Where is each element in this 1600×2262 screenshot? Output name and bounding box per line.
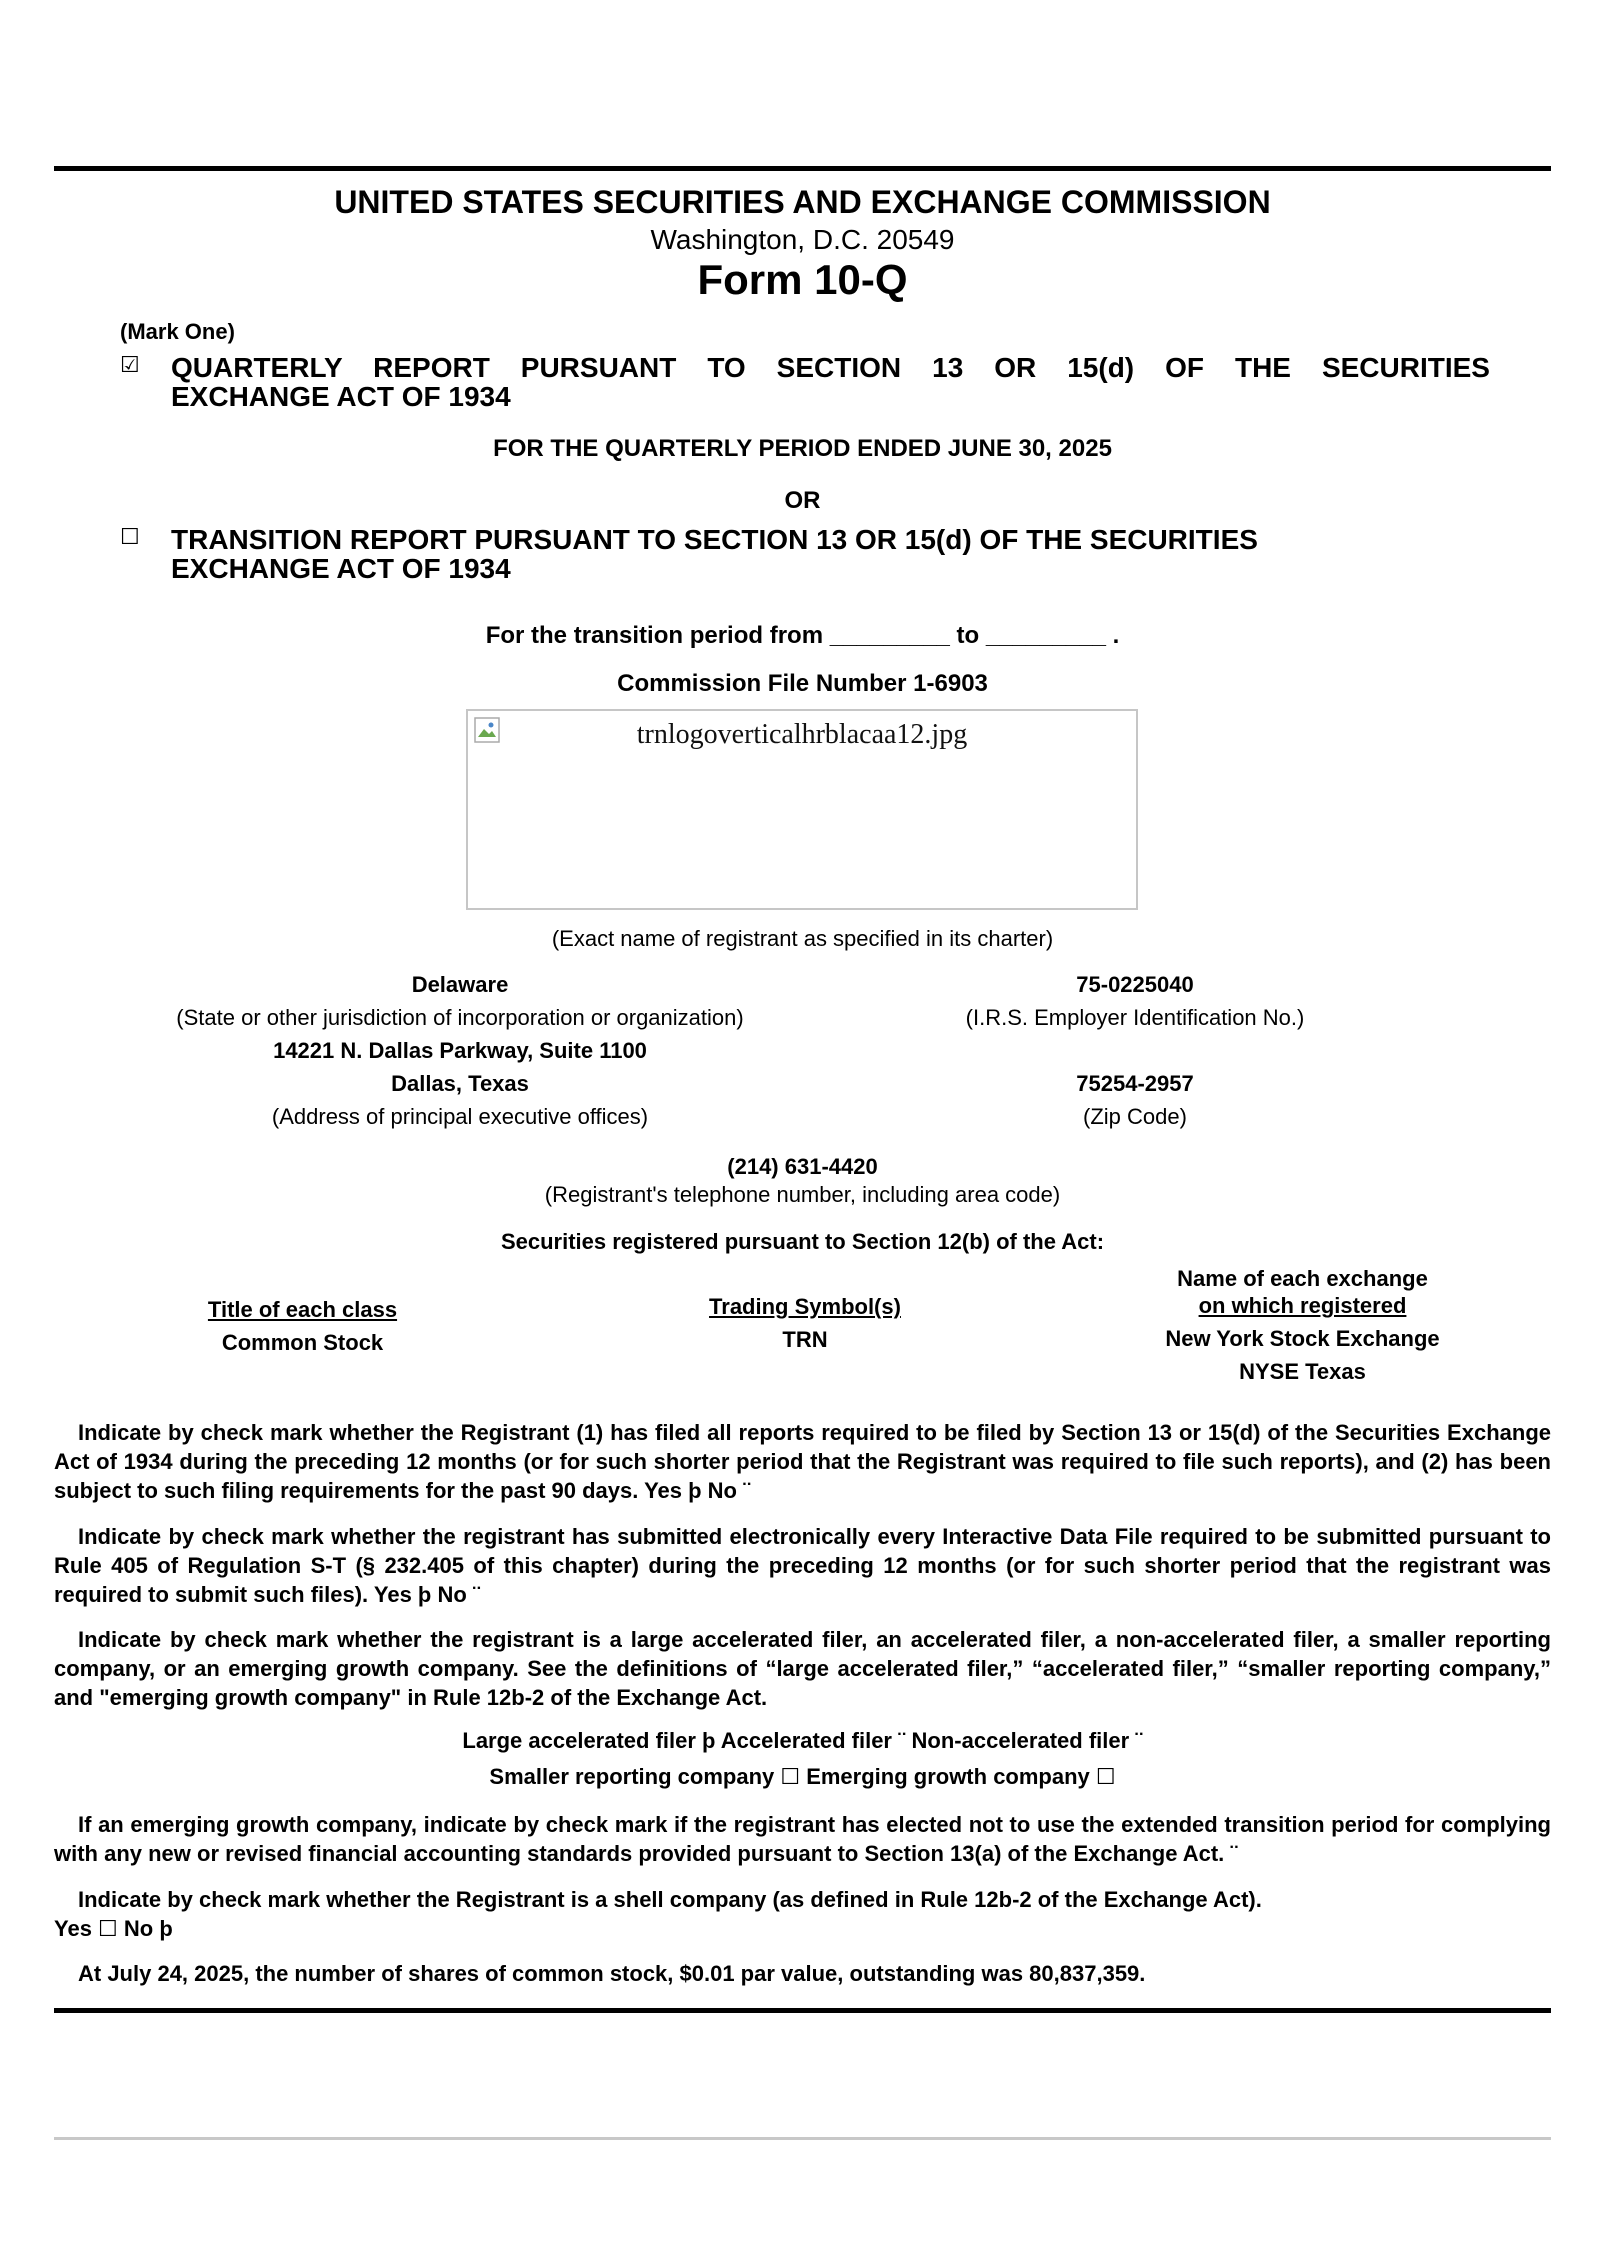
or-separator: OR (784, 487, 821, 514)
securities-heading: Securities registered pursuant to Section 12(b) of the Act: (500, 1229, 1105, 1254)
securities-col-class (120, 1260, 485, 1359)
telephone-caption: (Registrant's telephone number, including area code) (544, 1182, 1061, 1207)
registrant-right-info (900, 968, 1370, 1133)
trading-symbol-trn: TRN (782, 1327, 828, 1352)
address-line-1: 14221 N. Dallas Parkway, Suite 1100 (273, 1038, 647, 1063)
paragraph-shares-outstanding: At July 24, 2025, the number of shares of common stock, $0.01 par value, outstanding was 80,837,359. (78, 1961, 1146, 1986)
header-title-of-class: Title of each class (207, 1297, 398, 1322)
agency-location: Washington, D.C. 20549 (650, 224, 955, 255)
transition-line-2: EXCHANGE ACT OF 1934 (171, 553, 511, 584)
exchange-nyse-texas: NYSE Texas (1239, 1359, 1366, 1384)
unchecked-box-icon[interactable]: ☐ (120, 525, 140, 550)
mark-one-label: (Mark One) (120, 319, 235, 344)
paragraph-emerging-growth: If an emerging growth company, indicate by check mark if the registrant has elected not to use the extended transition period for complying with any new or revised financial accounting standards provided pursuant to Section 13(a) of the Exchange Act. ¨ (54, 1812, 1551, 1866)
class-common-stock: Common Stock (221, 1330, 384, 1355)
paragraph-filing-requirements: Indicate by check mark whether the Registrant (1) has filed all reports required to be filed by Section 13 or 15(d) of the Securities Exchange Act of 1934 during the preceding 12 months (or for such shorter period that the Registrant was required to file such reports), and (2) has been subject to such filing requirements for the past 90 days. Yes þ No ¨ (54, 1420, 1551, 1503)
zip-code: 75254-2957 (1076, 1071, 1194, 1096)
logo-alt-text: trnlogoverticalhrblacaa12.jpg (636, 719, 968, 750)
telephone-number: (214) 631-4420 (727, 1154, 878, 1179)
page-separator (54, 2137, 1551, 2140)
state-caption: (State or other jurisdiction of incorporation or organization) (176, 1005, 744, 1030)
top-rule (54, 166, 1551, 171)
registrant-caption: (Exact name of registrant as specified in its charter) (551, 926, 1054, 951)
employer-id-caption: (I.R.S. Employer Identification No.) (965, 1005, 1305, 1030)
company-logo (466, 709, 1138, 910)
transition-line-1: TRANSITION REPORT PURSUANT TO SECTION 13 OR 15(d) OF THE SECURITIES (171, 524, 1258, 555)
header-exchange-line-2: on which registered (1198, 1293, 1407, 1318)
paragraph-filer-status: Indicate by check mark whether the registrant is a large accelerated filer, an accelerated filer, a non-accelerated filer, a smaller reporting company, or an emerging growth company. See the definitions of “large accelerated filer,” “accelerated filer,” “smaller reporting company,” and "emerging growth company" in Rule 12b-2 of the Exchange Act. (54, 1627, 1551, 1710)
employer-id-number: 75-0225040 (1076, 972, 1194, 997)
exchange-nyse: New York Stock Exchange (1165, 1326, 1440, 1351)
filer-type-line-1: Large accelerated filer þ Accelerated filer ¨ Non-accelerated filer ¨ (462, 1728, 1143, 1753)
quarterly-period: FOR THE QUARTERLY PERIOD ENDED JUNE 30, 2025 (493, 435, 1112, 462)
paragraph-interactive-data: Indicate by check mark whether the registrant has submitted electronically every Interactive Data File required to be submitted pursuant to Rule 405 of Regulation S-T (§ 232.405 of this chapter) during the preceding 12 months (or for such shorter period that the registrant was required to submit such files). Yes þ No ¨ (54, 1524, 1551, 1607)
filer-type-line-2: Smaller reporting company ☐ Emerging growth company ☐ (489, 1764, 1116, 1789)
checked-box-icon[interactable]: ☑ (120, 353, 140, 378)
commission-file-number: Commission File Number 1-6903 (617, 670, 988, 697)
address-caption: (Address of principal executive offices) (271, 1104, 649, 1129)
agency-title: UNITED STATES SECURITIES AND EXCHANGE COMMISSION (334, 184, 1271, 220)
address-line-2: Dallas, Texas (391, 1071, 529, 1096)
quarterly-report-option[interactable] (120, 353, 1490, 413)
securities-col-exchange (1105, 1262, 1500, 1388)
securities-col-symbol (620, 1260, 990, 1356)
quarterly-line-1: QUARTERLY REPORT PURSUANT TO SECTION 13 OR 15(d) OF THE SECURITIES (171, 352, 1490, 383)
quarterly-line-2: EXCHANGE ACT OF 1934 (171, 381, 511, 412)
header-exchange-line-1: Name of each exchange (1177, 1266, 1428, 1291)
transition-report-option[interactable] (120, 525, 1490, 585)
shell-company-answer: Yes ☐ No þ (54, 1916, 173, 1941)
zip-caption: (Zip Code) (1083, 1104, 1187, 1129)
paragraph-shell-company: Indicate by check mark whether the Registrant is a shell company (as defined in Rule 12b-2 of the Exchange Act). Yes ☐ No þ (54, 1885, 1551, 1943)
form-title: Form 10-Q (697, 256, 908, 303)
transition-period: For the transition period from _________ to _________ . (485, 622, 1120, 649)
bottom-rule (54, 2008, 1551, 2013)
header-trading-symbol: Trading Symbol(s) (709, 1294, 901, 1319)
state-of-incorporation: Delaware (411, 972, 509, 997)
registrant-left-info (120, 968, 800, 1133)
